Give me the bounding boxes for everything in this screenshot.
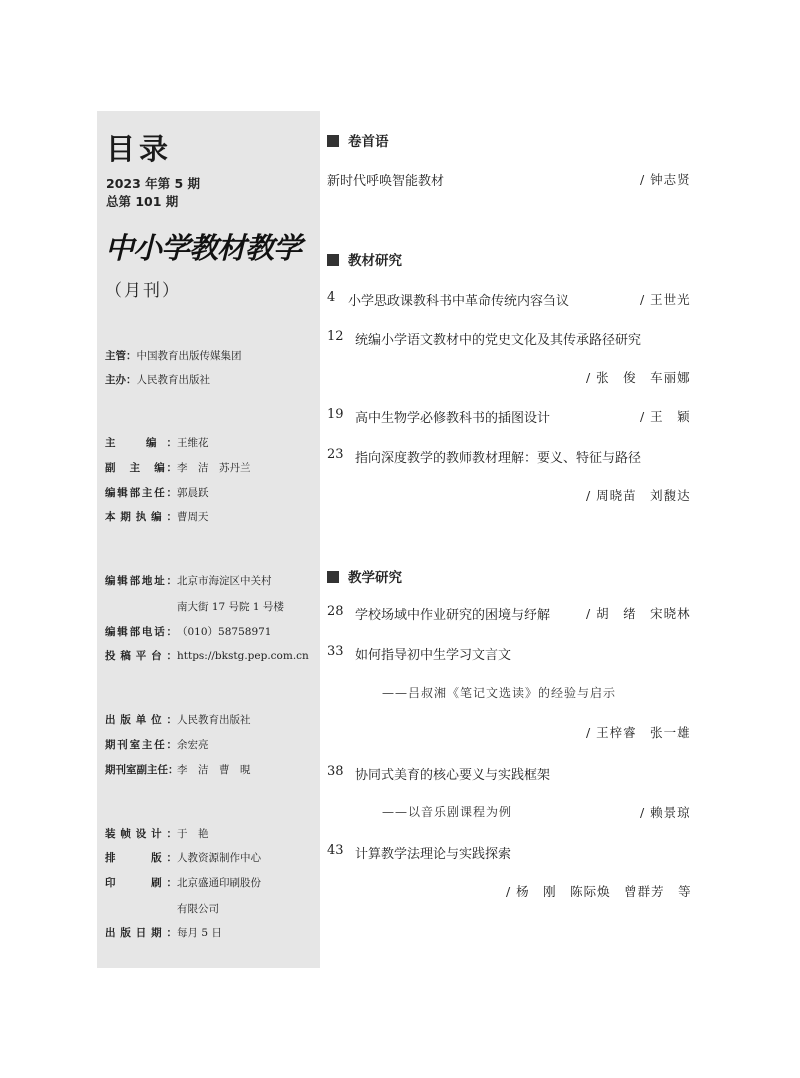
typeset-value: 人教资源制作中心 [177,852,261,864]
article-author: / 张 俊 车丽娜 [586,370,691,385]
address-row [105,574,272,588]
address-label: 编辑部地址： [105,575,177,587]
issue-total: 总第 101 期 [106,194,179,209]
journal-director-value: 余宏亮 [177,739,209,751]
masthead-sidebar [97,111,320,968]
article-title[interactable]: 新时代呼唤智能教材 [327,174,445,189]
sponsor-row [105,373,210,387]
article-title[interactable]: 如何指导初中生学习文言文 [355,648,512,663]
supervisor-value: 中国教育出版传媒集团 [136,350,242,362]
article-title[interactable]: 高中生物学必修教科书的插图设计 [355,411,551,426]
journal-director-label: 期刊室主任： [105,739,177,751]
exec-editor-row [105,510,209,524]
journal-deputy-row [105,763,251,777]
square-bullet-icon [327,571,339,583]
journal-deputy-value: 李 洁 曹 晛 [177,764,251,776]
editor-label: 主 编： [105,437,177,449]
page-number: 43 [327,843,344,858]
deputy-editor-row [105,461,251,475]
article-title[interactable]: 统编小学语文教材中的党史文化及其传承路径研究 [355,333,642,348]
designer-value: 于 艳 [177,828,209,840]
page-number: 28 [327,604,344,619]
designer-row [105,827,209,841]
section-heading-text: 教学研究 [348,570,402,586]
article-author: / 赖景琼 [640,805,691,820]
journal-masthead: 中小学教材教学 [105,231,302,265]
office-director-value: 郭晨跃 [177,487,209,499]
date-row [105,926,222,940]
article-title[interactable]: 协同式美育的核心要义与实践框架 [355,768,551,783]
deputy-editor-value: 李 洁 苏丹兰 [177,462,251,474]
article-author: / 王世光 [640,292,691,307]
platform-value: https://bkstg.pep.com.cn [177,650,309,662]
article-subtitle: ——吕叔湘《笔记文选读》的经验与启示 [382,686,617,700]
section-heading-textbook-research [327,249,402,269]
square-bullet-icon [327,254,339,266]
phone-value: （010）58758971 [177,626,272,638]
page-number: 19 [327,407,344,422]
page-number: 12 [327,329,344,344]
article-author: / 周晓苗 刘馥达 [586,488,691,503]
date-label: 出版日期： [105,927,177,939]
office-director-row [105,486,209,500]
editor-value: 王维花 [177,437,209,449]
phone-row [105,625,272,639]
page-number: 33 [327,644,344,659]
article-author: / 王 颖 [640,409,691,424]
print-value: 北京盛通印刷股份 [177,877,261,889]
article-title[interactable]: 指向深度教学的教师教材理解：要义、特征与路径 [355,451,642,466]
page-number: 38 [327,764,344,779]
platform-label: 投稿平台： [105,650,177,662]
page-number: 23 [327,447,344,462]
article-title[interactable]: 计算教学法理论与实践探索 [355,847,512,862]
article-author: / 王梓睿 张一雄 [586,725,691,740]
publisher-row [105,713,251,727]
article-title[interactable]: 学校场域中作业研究的困境与纾解 [355,608,551,623]
print-label: 印 刷： [105,877,177,889]
sponsor-value: 人民教育出版社 [136,374,210,386]
sponsor-label: 主办： [105,374,137,386]
address-value: 北京市海淀区中关村 [177,575,272,587]
section-heading-text: 卷首语 [348,134,389,150]
section-heading-preface [327,130,389,150]
exec-editor-label: 本期执编： [105,511,177,523]
monthly-label: （月刊） [105,281,181,301]
address-line2: 南大街 17 号院 1 号楼 [177,601,284,613]
issue-number: 2023 年第 5 期 [106,176,201,191]
editor-row [105,436,209,450]
article-author: / 胡 绪 宋晓林 [586,606,691,621]
page-number: 4 [327,290,336,305]
article-title[interactable]: 小学思政课教科书中革命传统内容刍议 [348,294,570,309]
typeset-row [105,851,261,865]
print-line2: 有限公司 [177,903,219,915]
toc-title: 目录 [106,132,173,166]
typeset-label: 排 版： [105,852,177,864]
section-heading-text: 教材研究 [348,253,402,269]
supervisor-label: 主管： [105,350,137,362]
print-row [105,876,261,890]
designer-label: 装帧设计： [105,828,177,840]
article-author: / 钟志贤 [640,172,691,187]
article-author: / 杨 刚 陈际焕 曾群芳 等 [506,884,692,899]
section-heading-teaching-research [327,566,402,586]
deputy-editor-label: 副 主 编： [105,462,177,474]
supervisor-row [105,349,242,363]
publisher-value: 人民教育出版社 [177,714,251,726]
date-value: 每月 5 日 [177,927,222,939]
publisher-label: 出版单位： [105,714,177,726]
journal-deputy-label: 期刊室副主任： [105,764,179,776]
square-bullet-icon [327,135,339,147]
exec-editor-value: 曹周天 [177,511,209,523]
office-director-label: 编辑部主任： [105,487,177,499]
platform-row [105,649,309,663]
phone-label: 编辑部电话： [105,626,177,638]
article-subtitle: ——以音乐剧课程为例 [382,805,513,819]
journal-director-row [105,738,209,752]
